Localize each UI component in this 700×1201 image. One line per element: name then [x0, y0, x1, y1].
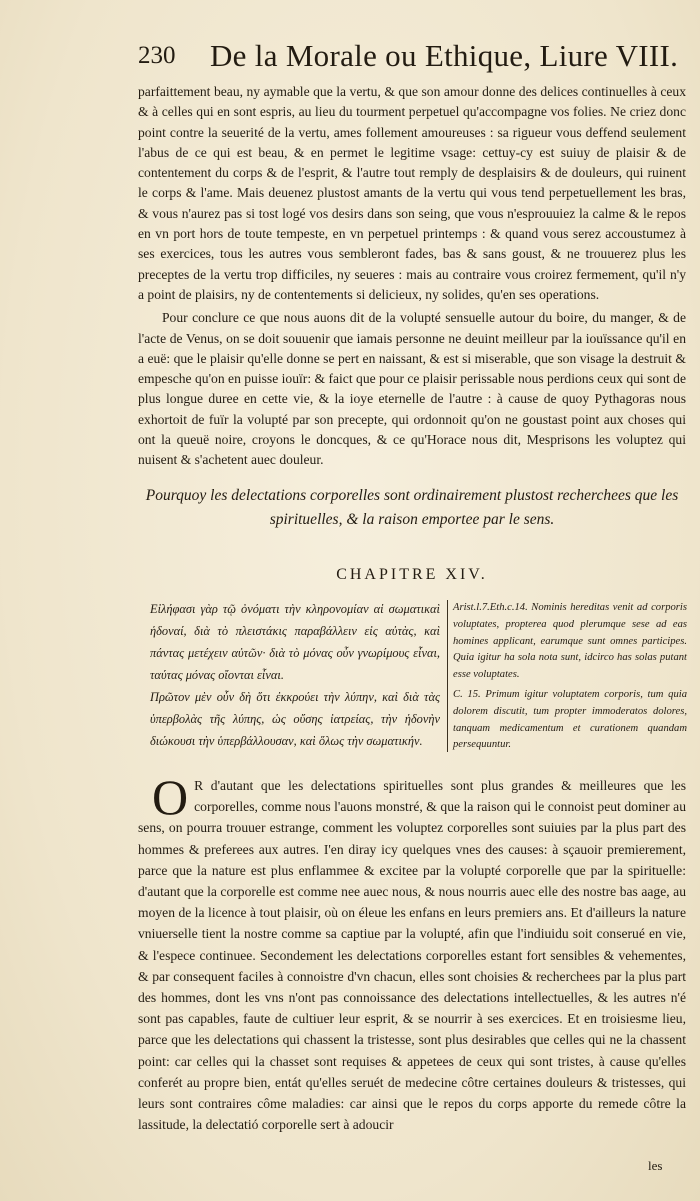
greek-quotation [150, 598, 440, 752]
paragraph-continuation: parfaittement beau, ny aymable que la vertu, & que son amour donne des delices continuelles à ceux & à celles qui en sont espris, au lieu du tourment perpetuel qu'accompagne vos folies. Ne criez donc point contre la seuerité de la vertu, ames follement amoureuses : sa rigueur vous deffend seulement l'abus de ce qui est beau, & en permet le legitime vsage: cettuy-cy est suiuy de plaisir & de contentement du corps & de l'esprit, & l'autre tout remply de desplaisirs & de douleurs, qui ruinent le corps & l'ame. Mais deuenez plustost amants de la vertu qui vous tend perpetuellement les bras, & vous n'aurez pas si tost logé vos desirs dans son seing, que vous n'esprouuiez la calme & le repos en vn port hors de toute tempeste, en vn perpetuel printemps : & quand vous serez accoustumez à ses exercices, tous les autres vous sembleront fades, bas & sans goust, & ne trouuerez plus les preceptes de la vertu trop difficiles, ny seueres : mais au contraire vous croirez fermement, qu'il n'y a point de plaisirs, ny de contentements si delicieux, ny solides, qu'en ses operations. [138, 84, 686, 302]
body-text-top [138, 82, 686, 471]
catchword: les [648, 1158, 663, 1173]
paragraph-conclusion: Pour conclure ce que nous auons dit de la volupté sensuelle autour du boire, du manger, & de l'acte de Venus, on se doit souuenir que iamais personne ne deuint meilleur par la iouïssance qu'il en a euë: que le plaisir qu'elle donne se pert en naissant, & est si miserable, que son visage la destruit & empesche qu'on en puisse iouïr: & faict que pour ce plaisir perissable nous perdions ceux qui sont de plus longue duree en cette vie, & la ioye eternelle de l'autre : à cause de quoy Pythagoras nous exhortoit de fuïr la volupté par son precepte, qui ordonnoit qu'on ne goustast point aux choses qui ont la queuë noire, croyons le doncques, & ce qu'Horace nous dit, Mesprisons les voluptez qui nuisent & s'achetent auec douleur. [138, 310, 686, 468]
chapter-number: CHAPITRE XIV. [336, 566, 488, 583]
chapter-title: Pourquoy les delectations corporelles sont ordinairement plustost recherchees que les spirituelles, & la raison emportee par le sens. [145, 487, 679, 528]
latin-paragraph-1: Arist.l.7.Eth.c.14. Nominis hereditas venit ad corporis voluptates, propterea quod plerumque sese ad eas homines applicant, earumque sunt omnes participes. Quia igitur ha sola nota sunt, idcirco has solas putant esse voluptates. [453, 602, 687, 681]
latin-paragraph-2: C. 15. Primum igitur voluptatem corporis, tum quia dolorem discutit, tum propter immoderatos dolores, tanquam medicamentum et curationem quandam persequuntur. [453, 688, 687, 751]
page-header [138, 38, 683, 78]
drop-cap: O [152, 769, 189, 825]
chapter-body-text: R d'autant que les delectations spirituelles sont plus grandes & meilleures que les corporelles, comme nous l'auons monstré, & que la raison qui le connoist peut dominer au sens, on pourra trouuer estrange, comment les voluptez corporelles sont suiuies par la plus part des hommes & preferees aux autres. I'en diray icy quelques vnes des causes: à sçauoir premierement, parce que la nature est plus enflammee & excitee par la volupté corporelle que par la spirituelle: d'autant que la corporelle est comme nee auec nous, & nous nourris auec elle des nostre bas aage, au moyen de la licence à tout plaisir, où on éleue les enfans en leurs premiers ans. Et d'ailleurs la nature vniuerselle tient la nostre comme sa captiue par la volupté, afin que l'indiuidu soit conserué en vie, & l'espece continuee. Secondement les delectations corporelles estant fort sensibles & vehementes, & par consequent faciles à connoistre d'vn chacun, elles sont choisies & recherchees par la plus part des hommes, dont les vns n'ont pas connoissance des delectations intellectuelles, & les autres n'é sont pas capables, faute de cultiuer leur esprit, & se nourrir à ses exercices. Et en troisiesme lieu, parce que les delectations qui chassent la tristesse, sont plus desirables que celles qui ne la chassent point: car celles qui la chasset sont requises & appetees de ceux qui sont tristes, à cause qu'elles conferét au propre bien, entát qu'elles seruét de medecine côtre certaines douleurs & tristesses, qui leurs sont contraires côme maladies: car ainsi que le repos du corps apporte du remede côtre la lassitude, la delectatió corporelle sert à adoucir [138, 778, 686, 1133]
latin-translation [453, 600, 687, 754]
running-title: De la Morale ou Ethique, Liure VIII. [210, 38, 679, 73]
body-text-bottom [138, 769, 686, 1135]
page-number: 230 [138, 42, 176, 69]
greek-paragraph-1: Εἰλήφασι γὰρ τῷ ὀνόματι τὴν κληρονομίαν αἱ σωματικαὶ ἡδοναί, διὰ τὸ πλειστάκις παραβάλλειν εἰς αὐτὰς, καὶ πάντας μετέχειν αὐτῶν· διὰ τὸ μόνας οὖν γνωρίμους εἶναι, ταύτας μόνας οἴονται εἶναι. [150, 602, 440, 682]
column-divider [447, 600, 448, 752]
greek-paragraph-2: Πρῶτον μὲν οὖν δὴ ὅτι ἐκκρούει τὴν λύπην, καὶ διὰ τὰς ὑπερβολὰς τῆς λύπης, ὡς οὔσης ἰατρείας, τὴν ἡδονὴν διώκουσι τὴν ὑπερβάλλουσαν, καὶ ὅλως τὴν σωματικήν. [150, 690, 440, 748]
